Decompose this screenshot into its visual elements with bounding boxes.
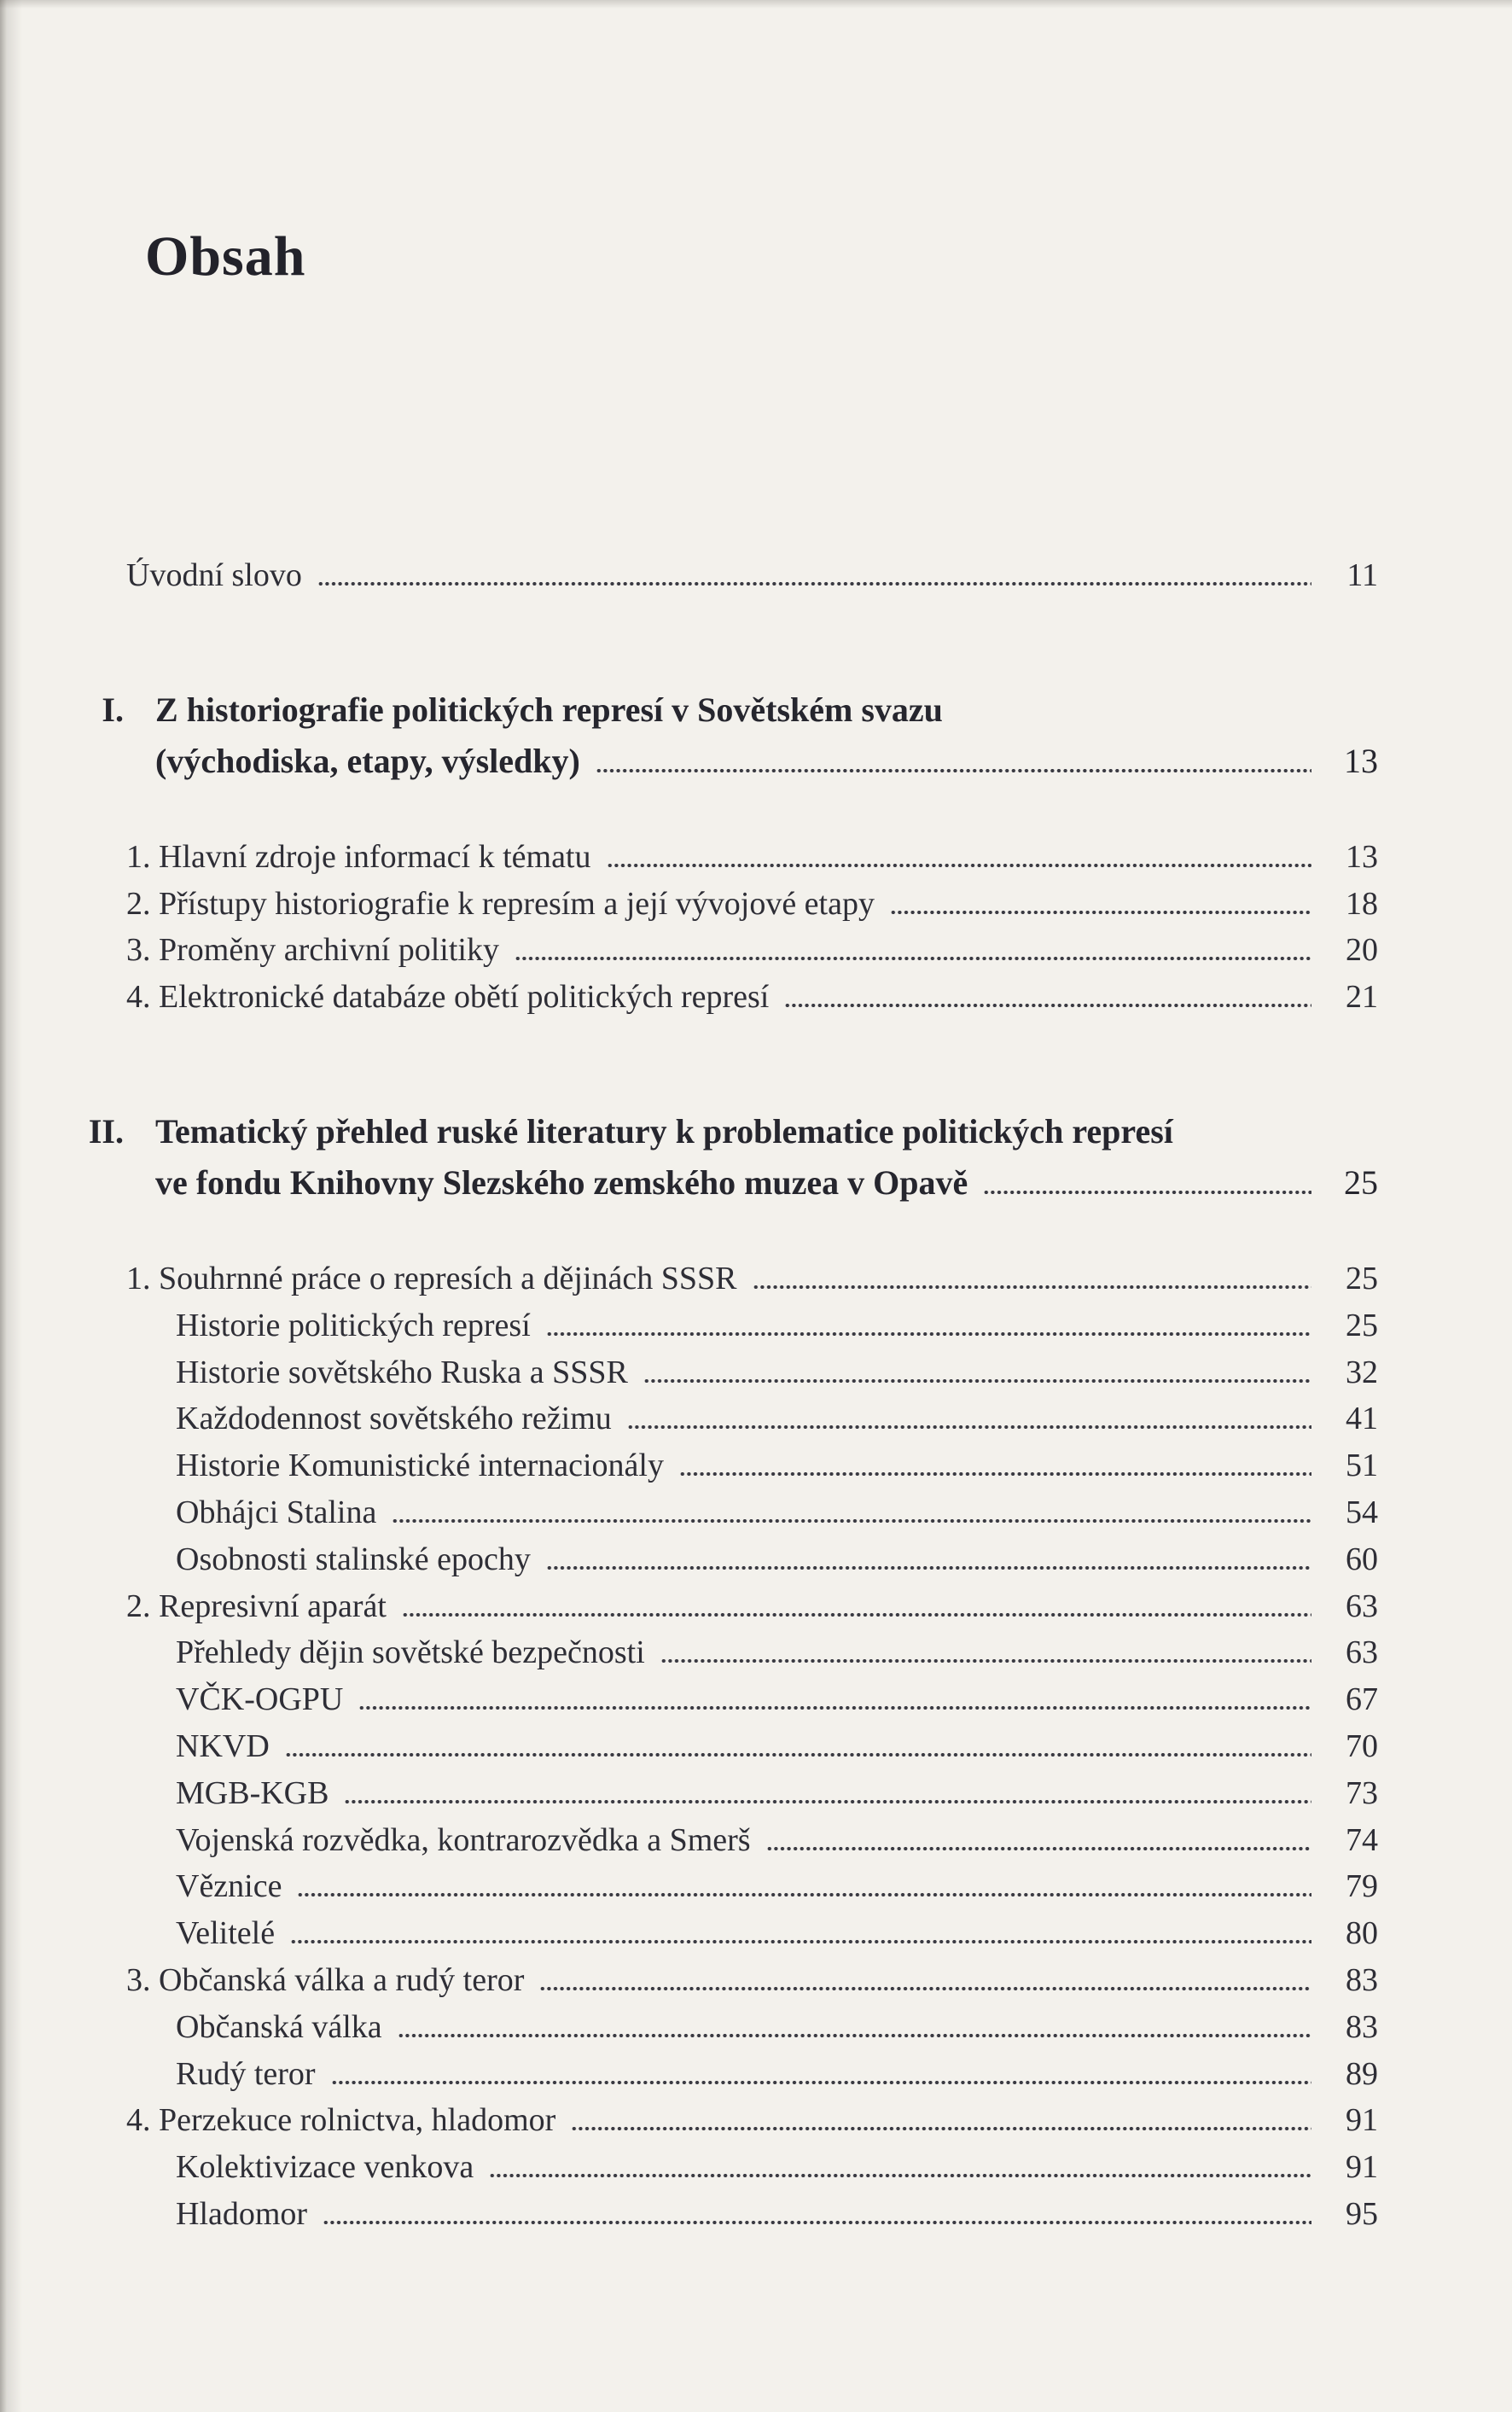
toc-entry-page: 95	[1346, 2195, 1378, 2232]
toc-entry-page: 63	[1346, 1634, 1378, 1671]
toc-entry-page: 83	[1346, 1961, 1378, 1998]
toc-entry-label: Historie Komunistické internacionály	[176, 1448, 664, 1484]
toc-section-entry	[0, 1106, 1378, 1209]
dot-leader	[766, 1847, 1311, 1850]
toc-entry-label: (východiska, etapy, výsledky)	[155, 741, 580, 780]
toc-entry-page: 54	[1346, 1494, 1378, 1530]
toc-entry	[0, 2051, 1378, 2098]
toc-entry-page: 63	[1346, 1588, 1378, 1624]
toc-section-title-line: Z historiografie politických represí v Sovětském svazu	[155, 690, 943, 729]
toc-entry	[0, 1723, 1378, 1770]
toc-entry-label: Úvodní slovo	[126, 557, 302, 593]
toc-entry-page: 41	[1346, 1401, 1378, 1437]
dot-leader	[753, 1285, 1312, 1289]
toc-entry-page: 79	[1346, 1868, 1378, 1905]
toc-entry	[0, 1910, 1378, 1957]
toc-entry-label: Rudý teror	[176, 2055, 316, 2092]
page-title: Obsah	[145, 225, 306, 288]
toc-entry	[0, 1349, 1378, 1396]
dot-leader	[660, 1659, 1311, 1663]
toc-entry	[0, 1770, 1378, 1817]
dot-leader	[627, 1425, 1311, 1429]
toc-list	[0, 552, 1378, 2238]
toc-entry	[0, 1583, 1378, 1630]
dot-leader	[643, 1379, 1311, 1383]
toc-section-body	[155, 685, 1378, 787]
toc-entry-label: Kolektivizace venkova	[176, 2149, 474, 2186]
toc-entry	[0, 552, 1378, 599]
toc-entry-page: 83	[1346, 2008, 1378, 2045]
toc-entry-page: 80	[1346, 1915, 1378, 1952]
dot-leader	[344, 1800, 1311, 1803]
toc-entry	[0, 2144, 1378, 2191]
toc-entry-page: 60	[1346, 1541, 1378, 1577]
toc-entry-page: 91	[1346, 2149, 1378, 2186]
toc-entry-label: 1. Souhrnné práce o represích a dějinách SSSR	[126, 1260, 737, 1296]
toc-entry-label: Velitelé	[176, 1915, 276, 1952]
toc-entry	[0, 1957, 1378, 2004]
toc-entry-label: Vojenská rozvědka, kontrarozvědka a Smerš	[176, 1821, 751, 1858]
toc-entry	[0, 2004, 1378, 2051]
toc-entry-page: 25	[1346, 1260, 1378, 1296]
toc-entry	[0, 1817, 1378, 1864]
toc-entry-label: 2. Přístupy historiografie k represím a její vývojové etapy	[126, 885, 875, 922]
toc-section-body	[155, 1106, 1378, 1209]
toc-entry-label: Osobnosti stalinské epochy	[176, 1541, 531, 1577]
toc-entry	[0, 834, 1378, 881]
toc-entry-label: Hladomor	[176, 2195, 308, 2232]
toc-entry-page: 67	[1346, 1681, 1378, 1718]
toc-entry-label: Občanská válka	[176, 2008, 382, 2045]
toc-entry-page: 73	[1346, 1774, 1378, 1811]
toc-entry-page: 13	[1344, 741, 1378, 780]
dot-leader	[515, 957, 1311, 960]
toc-entry-page: 18	[1346, 885, 1378, 922]
dot-leader	[331, 2081, 1311, 2084]
dot-leader	[297, 1893, 1311, 1896]
toc-entry	[0, 1395, 1378, 1442]
toc-section-subtitle-line	[155, 1157, 1378, 1209]
dot-leader	[489, 2174, 1311, 2177]
toc-entry	[0, 2097, 1378, 2144]
dot-leader	[607, 864, 1312, 867]
dot-leader	[290, 1940, 1311, 1943]
toc-entry-label: 4. Perzekuce rolnictva, hladomor	[126, 2102, 556, 2139]
dot-leader	[546, 1332, 1311, 1336]
toc-entry	[0, 1442, 1378, 1489]
toc-entry-label: 4. Elektronické databáze obětí politických represí	[126, 979, 770, 1016]
toc-entry	[0, 2191, 1378, 2238]
dot-leader	[983, 1191, 1311, 1194]
toc-entry-label: 3. Občanská válka a rudý teror	[126, 1961, 525, 1998]
dot-leader	[784, 1004, 1311, 1007]
toc-entry-page: 70	[1346, 1727, 1378, 1764]
toc-entry-label: NKVD	[176, 1727, 270, 1764]
toc-section-numeral: II.	[88, 1111, 124, 1151]
toc-entry	[0, 927, 1378, 974]
toc-entry	[0, 881, 1378, 928]
toc-entry-label: 3. Proměny archivní politiky	[126, 932, 499, 969]
toc-entry-label: Věznice	[176, 1868, 282, 1905]
toc-entry-label: 1. Hlavní zdroje informací k tématu	[126, 838, 591, 875]
toc-entry-label: VČK-OGPU	[176, 1681, 344, 1718]
toc-entry	[0, 1302, 1378, 1349]
dot-leader	[546, 1566, 1311, 1570]
toc-entry	[0, 1489, 1378, 1536]
toc-entry-page: 25	[1344, 1162, 1378, 1202]
toc-entry-label: 2. Represivní aparát	[126, 1588, 387, 1624]
toc-section-entry	[0, 685, 1378, 787]
toc-entry-page: 11	[1346, 557, 1378, 593]
toc-section-numeral: I.	[102, 690, 124, 729]
toc-section-subtitle-line	[155, 736, 1378, 787]
toc-entry-label: Přehledy dějin sovětské bezpečnosti	[176, 1634, 645, 1671]
toc-entry-label: Obhájci Stalina	[176, 1494, 377, 1530]
dot-leader	[596, 769, 1311, 772]
toc-entry-page: 20	[1346, 932, 1378, 969]
toc-entry-page: 51	[1346, 1448, 1378, 1484]
toc-entry-page: 25	[1346, 1307, 1378, 1343]
toc-entry	[0, 1676, 1378, 1723]
toc-entry	[0, 1863, 1378, 1910]
dot-leader	[317, 582, 1311, 586]
dot-leader	[679, 1472, 1311, 1476]
dot-leader	[539, 1987, 1311, 1990]
toc-entry-page: 13	[1346, 838, 1378, 875]
toc-entry	[0, 1256, 1378, 1302]
toc-entry-page: 32	[1346, 1354, 1378, 1390]
toc-entry-page: 91	[1346, 2102, 1378, 2139]
dot-leader	[398, 2034, 1311, 2037]
toc-entry-label: Historie politických represí	[176, 1307, 531, 1343]
toc-entry	[0, 1536, 1378, 1583]
dot-leader	[571, 2127, 1311, 2130]
toc-entry-page: 21	[1346, 979, 1378, 1016]
dot-leader	[358, 1706, 1311, 1710]
toc-entry-page: 89	[1346, 2055, 1378, 2092]
toc-entry-label: Historie sovětského Ruska a SSSR	[176, 1354, 628, 1390]
dot-leader	[323, 2221, 1311, 2224]
dot-leader	[392, 1519, 1311, 1523]
toc-entry-label: ve fondu Knihovny Slezského zemského muzea v Opavě	[155, 1162, 968, 1202]
toc-section-title-line: Tematický přehled ruské literatury k problematice politických represí	[155, 1111, 1173, 1151]
toc-entry	[0, 1629, 1378, 1676]
toc-entry-label: Každodennost sovětského režimu	[176, 1401, 612, 1437]
toc-entry	[0, 974, 1378, 1021]
dot-leader	[285, 1753, 1311, 1757]
toc-entry-page: 74	[1346, 1821, 1378, 1858]
dot-leader	[402, 1613, 1311, 1617]
toc-entry-label: MGB-KGB	[176, 1774, 329, 1811]
dot-leader	[890, 911, 1311, 914]
